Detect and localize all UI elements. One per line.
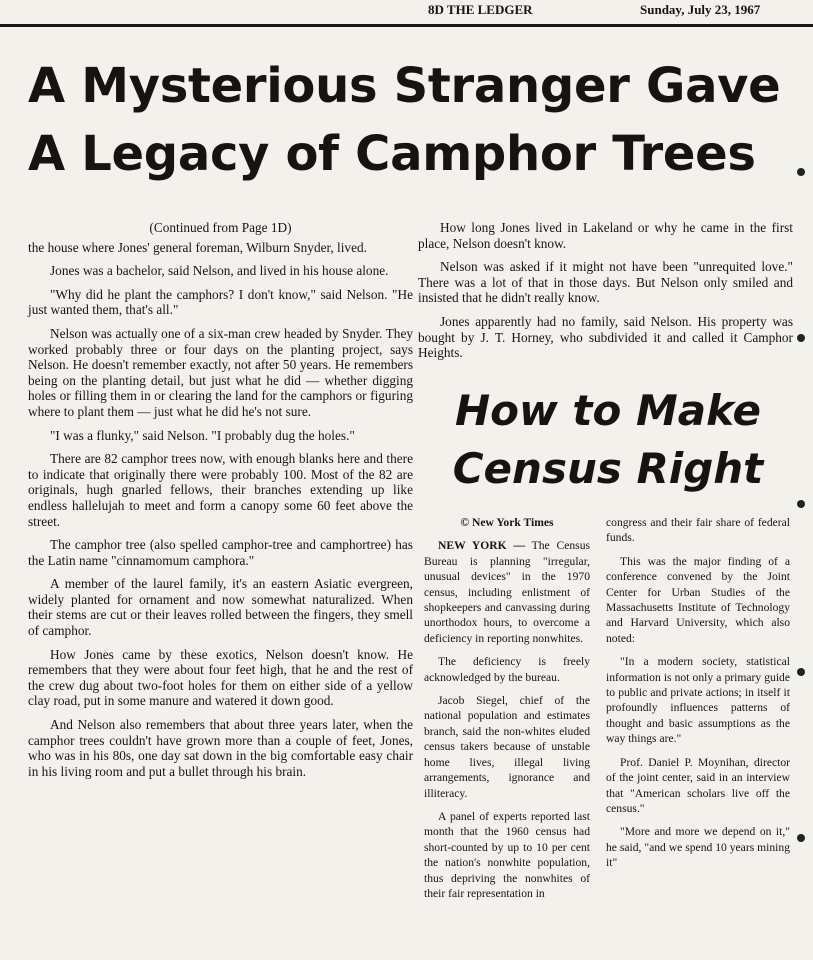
article-column-right [418,220,793,369]
article-paragraph: A member of the laurel family, it's an eastern Asiatic evergreen, widely planted for ornament and now somewhat naturalized. When their stems are cut or their leaves rolled between the fingers, they smell of camphor. [28,576,413,639]
article-paragraph: "I was a flunky," said Nelson. "I probably dug the holes." [50,427,355,443]
census-byline: © New York Times [460,516,554,529]
census-column-2 [606,515,790,879]
page-folio: 8D THE LEDGER [428,2,533,17]
article-paragraph: How long Jones lived in Lakeland or why he came in the first place, Nelson doesn't know. [418,220,793,251]
binding-hole-icon [797,168,805,176]
census-paragraph: A panel of experts reported last month that the 1960 census had short-counted by up to 10 per cent the nation's nonwhite population, thus depriving the nonwhites of their fair representation in [424,809,590,900]
binding-hole-icon [797,334,805,342]
article-paragraph: "Why did he plant the camphors? I don't know," said Nelson. "He just wanted them, that's all." [28,286,413,318]
census-paragraph: Prof. Daniel P. Moynihan, director of the joint center, said in an interview that "American scholars live off the census." [606,755,790,815]
article-paragraph: Jones was a bachelor, said Nelson, and lived in his house alone. [50,263,389,279]
article-paragraph: Jones apparently had no family, said Nelson. His property was bought by J. T. Horney, who subdivided it and called it Camphor Heights. [418,313,793,361]
article-paragraph: Nelson was actually one of a six-man crew headed by Snyder. They worked probably three or four days on the planting project, says Nelson. He doesn't remember exactly, not after 50 years. He remembers being on the planting detail, but just what he did — whether digging holes or filling them in or clearing the land for the camphors or figuring where to plant them — just what he did he's not sure. [28,325,413,419]
article-paragraph: the house where Jones' general foreman, Wilburn Snyder, lived. [28,239,367,255]
census-headline: How to Make Census Right [452,386,764,493]
census-paragraph: The deficiency is freely acknowledged by the bureau. [424,655,590,684]
page-date: Sunday, July 23, 1967 [640,2,761,17]
continued-line: (Continued from Page 1D) [149,220,292,235]
article-paragraph: Nelson was asked if it might not have been "unrequited love." There was a lot of that in those days. But Nelson only smiled and insisted that he didn't really know. [418,259,793,306]
main-headline: A Mysterious Stranger Gave A Legacy of Camphor Trees [28,58,781,182]
census-dateline: NEW YORK — [438,539,526,553]
census-column-1 [424,515,590,909]
article-paragraph: There are 82 camphor trees now, with enough blanks here and there to indicate that originally there were probably 100. Most of the 82 are originals, hugh gnarled fellows, their branches extending up like endless hallelujah to meet and form a canopy some 60 feet above the street. [28,451,413,529]
census-paragraph: Jacob Siegel, chief of the national population and estimates branch, said the non-whites eluded census takers because of unstable home lives, illegal living arrangements, ignorance and illiteracy. [424,694,590,800]
article-column-left [28,220,413,787]
census-paragraph: This was the major finding of a conference convened by the Joint Center for Urban Studies of the Massachusetts Institute of Technology and Harvard University, which also noted: [606,554,790,645]
header-rule [0,24,813,27]
binding-hole-icon [797,834,805,842]
census-paragraph: "In a modern society, statistical information is not only a primary guide to public and private actions; in itself it profoundly influences patterns of thought and basic assumptions as the way things are." [606,655,790,746]
census-paragraph: "More and more we depend on it," he said, "and we spend 10 years mining it" [606,825,790,870]
census-paragraph: congress and their fair share of federal funds. [606,516,790,545]
article-paragraph: And Nelson also remembers that about three years later, when the camphor trees couldn't have grown more than a couple of feet, Jones, who was in his 80s, one day sat down in the big comfortable easy chair in his living room and put a bullet through his brain. [28,717,413,779]
binding-hole-icon [797,500,805,508]
article-paragraph: How Jones came by these exotics, Nelson doesn't know. He remembers that they were about four feet high, that he and the rest of the crew dug about two-foot holes for them on either side of a yellow clay road, put in some manure and watered it down good. [28,646,413,709]
census-paragraph: NEW YORK — The Census Bureau is planning "irregular, unusual devices" in the 1970 census, including enlistment of shopkeepers and canvassing during unorthodox hours, to overcome a deficiency in reporting nonwhites. [424,539,591,645]
binding-hole-icon [797,668,805,676]
article-paragraph: The camphor tree (also spelled camphor-tree and camphortree) has the Latin name "cinnamomum camphora." [28,537,413,568]
